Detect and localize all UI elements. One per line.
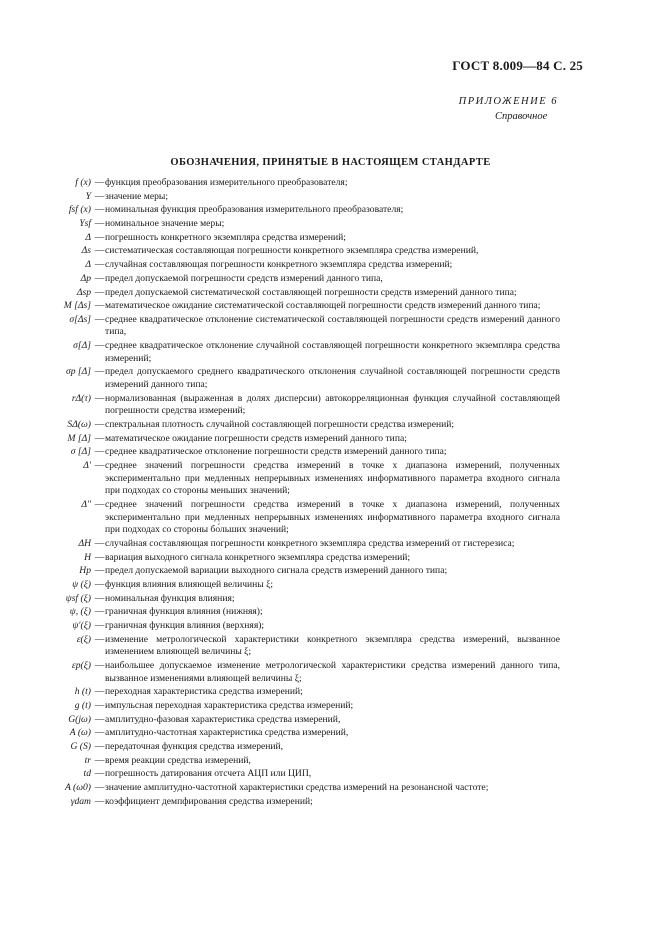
definition-row <box>20 755 560 768</box>
definition-text: среднее квадратическое отклонение погрешности средств измерений данного типа; <box>105 446 447 458</box>
definition-row <box>20 796 560 809</box>
definition-text: изменение метрологической характеристики конкретного экземпляра средства измерений, вызванное изменением влияющей величины ξ; <box>105 633 560 658</box>
definitions-list <box>20 177 560 809</box>
definition-dash: — <box>94 727 105 739</box>
definition-dash: — <box>94 231 105 243</box>
definition-dash: — <box>94 619 105 631</box>
definition-dash: — <box>94 204 105 216</box>
definition-text: коэффициент демпфирования средства измерений; <box>105 795 313 807</box>
definition-symbol: A (ω) <box>69 727 91 739</box>
definition-row <box>20 768 560 781</box>
definition-row <box>20 714 560 727</box>
definition-text: предел допускаемого среднего квадратического отклонения случайной составляющей погрешности средств измерений данного типа; <box>105 366 560 391</box>
definition-dash: — <box>94 300 105 312</box>
definition-symbol: γdam <box>70 795 91 807</box>
definition-dash: — <box>94 177 105 188</box>
definition-symbol: G(jω) <box>68 713 91 725</box>
definition-symbol: Δ″ <box>81 498 91 510</box>
definition-symbol: G (S) <box>70 740 91 752</box>
definition-row <box>20 538 560 551</box>
definition-dash: — <box>94 340 105 352</box>
definition-row <box>20 340 560 365</box>
definition-text: вариация выходного сигнала конкретного экземпляра средства измерений; <box>105 551 411 563</box>
definition-dash: — <box>94 686 105 698</box>
definition-symbol: ΔH <box>78 537 91 549</box>
definition-row <box>20 579 560 592</box>
definition-dash: — <box>94 754 105 766</box>
definition-symbol: td <box>83 768 91 780</box>
definition-text: граничная функция влияния (верхняя); <box>105 619 265 631</box>
definition-text: номинальное значение меры; <box>105 218 225 230</box>
definition-symbol: fsf (x) <box>68 204 91 216</box>
page-header: ГОСТ 8.009—84 С. 25 <box>452 58 583 73</box>
definition-dash: — <box>94 460 105 472</box>
definition-row <box>20 287 560 300</box>
appendix-label: ПРИЛОЖЕНИЕ 6 <box>458 96 558 107</box>
definition-symbol: rΔ(τ) <box>71 392 91 404</box>
definition-row <box>20 686 560 699</box>
definition-dash: — <box>94 537 105 549</box>
definition-text: значение амплитудно-частотной характеристики средства измерений на резонансной частоте; <box>105 782 489 793</box>
definition-symbol: ψsf (ξ) <box>65 592 91 604</box>
definition-dash: — <box>94 419 105 430</box>
definition-text: систематическая составляющая погрешности конкретного экземпляра средства измерений, <box>105 245 479 257</box>
definition-text: среднее значений погрешности средства измерений в точке x диапазона измерений, полученных экспериментально при медленных непрерывных изменениях информативного параметра входного сигнала при подходах со стороны бо́льших значений; <box>105 498 560 536</box>
definition-dash: — <box>94 592 105 604</box>
definition-row <box>20 259 560 272</box>
definition-symbol: Δsp <box>76 286 91 298</box>
definition-dash: — <box>94 565 105 577</box>
definition-dash: — <box>94 446 105 458</box>
definition-dash: — <box>94 272 105 284</box>
definition-row <box>20 273 560 286</box>
definition-row <box>20 218 560 231</box>
definition-symbol: σ[Δs] <box>69 313 91 325</box>
definition-row <box>20 191 560 204</box>
definition-text: время реакции средства измерений, <box>105 754 251 766</box>
definition-text: спектральная плотность случайной составляющей погрешности средства измерений; <box>105 419 455 430</box>
definition-row <box>20 245 560 258</box>
definition-text: амплитудно-фазовая характеристика средства измерений, <box>105 713 341 725</box>
section-title: ОБОЗНАЧЕНИЯ, ПРИНЯТЫЕ В НАСТОЯЩЕМ СТАНДАРТЕ <box>170 157 491 168</box>
definition-dash: — <box>94 740 105 752</box>
definition-text: граничная функция влияния (нижняя); <box>105 606 263 618</box>
definition-row <box>20 565 560 578</box>
definition-dash: — <box>94 498 105 510</box>
definition-symbol: ψ′(ξ) <box>72 619 91 631</box>
definition-dash: — <box>94 768 105 780</box>
definition-dash: — <box>94 366 105 378</box>
definition-text: предел допускаемой систематической составляющей погрешности средств измерений данного типа; <box>105 286 517 298</box>
definition-text: среднее квадратическое отклонение систематической составляющей погрешности средств измерений данного типа, <box>105 313 560 338</box>
definition-row <box>20 634 560 659</box>
definition-symbol: g (t) <box>74 699 91 711</box>
definition-text: математическое ожидание погрешности средств измерений данного типа; <box>105 432 407 444</box>
definition-symbol: Δp <box>80 272 91 284</box>
definition-dash: — <box>94 218 105 230</box>
appendix-kind: Справочное <box>495 111 548 122</box>
definition-row <box>20 300 560 313</box>
definition-symbol: ψ, (ξ) <box>69 606 91 618</box>
definition-text: погрешность датирования отсчета АЦП или ЦИП, <box>105 768 312 780</box>
definition-text: среднее квадратическое отклонение случайной составляющей погрешности конкретного экземпляра средства измерений; <box>105 340 560 364</box>
definition-symbol: Δ′ <box>83 460 91 472</box>
definition-symbol: h (t) <box>74 686 91 698</box>
definition-text: передаточная функция средства измерений, <box>105 740 284 752</box>
definition-row <box>20 700 560 713</box>
definition-row <box>20 660 560 685</box>
definition-text: функция влияния влияющей величины ξ; <box>105 578 274 590</box>
definition-text: номинальная функция преобразования измерительного преобразователя; <box>105 204 404 216</box>
definition-text: погрешность конкретного экземпляра средства измерений; <box>105 231 346 243</box>
definition-text: нормализованная (выраженная в долях дисперсии) автокорреляционная функция случайной составляющей погрешности средства измерений; <box>105 392 560 417</box>
definition-text: случайная составляющая погрешности конкретного экземпляра средства измерений; <box>105 259 453 271</box>
definition-row <box>20 433 560 446</box>
definition-symbol: Y <box>85 190 91 202</box>
definition-symbol: A (ω0) <box>64 782 91 793</box>
definition-row <box>20 727 560 740</box>
definition-symbol: tr <box>84 754 91 766</box>
definition-text: функция преобразования измерительного преобразователя; <box>105 177 348 188</box>
definition-row <box>20 606 560 619</box>
definition-symbol: Δs <box>81 245 91 257</box>
definition-row <box>20 499 560 537</box>
definition-row <box>20 314 560 339</box>
definition-text: среднее значений погрешности средства измерений в точке x диапазона измерений, полученных экспериментально при медленных непрерывных изменениях информативного параметра входного сигнала при подходах со стороны меньших значений; <box>105 460 560 497</box>
definition-symbol: SΔ(ω) <box>67 419 91 430</box>
definition-dash: — <box>94 190 105 202</box>
definition-row <box>20 741 560 754</box>
definition-row <box>20 552 560 565</box>
definition-dash: — <box>94 578 105 590</box>
definition-dash: — <box>94 245 105 257</box>
definition-symbol: M [Δs] <box>63 300 91 312</box>
definition-dash: — <box>94 392 105 404</box>
definition-dash: — <box>94 633 105 645</box>
definition-row <box>20 177 560 190</box>
definition-row <box>20 782 560 795</box>
definition-symbol: Δ <box>85 231 91 243</box>
definition-symbol: Hp <box>79 565 91 577</box>
definition-dash: — <box>94 432 105 444</box>
definition-row <box>20 232 560 245</box>
definition-text: значение меры; <box>105 190 169 202</box>
definition-symbol: ψ (ξ) <box>72 578 91 590</box>
definition-text: случайная составляющая погрешности конкретного экземпляра средства измерений от гистерезиса; <box>105 537 515 549</box>
definition-row <box>20 620 560 633</box>
definition-dash: — <box>94 259 105 271</box>
definition-symbol: ε(ξ) <box>76 633 91 645</box>
definition-dash: — <box>94 713 105 725</box>
definition-symbol: σ[Δ] <box>73 340 91 352</box>
definition-row <box>20 460 560 498</box>
definition-text: импульсная переходная характеристика средства измерений; <box>105 699 354 711</box>
definition-text: переходная характеристика средства измерений; <box>105 686 303 698</box>
definition-text: предел допускаемой погрешности средств измерений данного типа, <box>105 272 383 284</box>
definition-dash: — <box>94 606 105 618</box>
definition-dash: — <box>94 551 105 563</box>
definition-dash: — <box>94 699 105 711</box>
definition-row <box>20 366 560 391</box>
definition-text: предел допускаемой вариации выходного сигнала средств измерений данного типа; <box>105 565 448 577</box>
definition-dash: — <box>94 795 105 807</box>
definition-symbol: Ysf <box>79 218 91 230</box>
definition-text: наибольшее допускаемое изменение метрологической характеристики средства измерений данного типа, вызванное изменениями влияющей величины ξ; <box>105 659 560 684</box>
definition-row <box>20 593 560 606</box>
definition-symbol: f (x) <box>75 177 91 188</box>
definition-row <box>20 446 560 459</box>
definition-symbol: Δ <box>85 259 91 271</box>
definition-text: номинальная функция влияния; <box>105 592 235 604</box>
definition-row <box>20 204 560 217</box>
definition-symbol: M [Δ] <box>67 432 91 444</box>
definition-symbol: σp [Δ] <box>65 366 91 378</box>
definition-row <box>20 393 560 418</box>
definition-dash: — <box>94 313 105 325</box>
definition-text: амплитудно-частотная характеристика средства измерений, <box>105 727 349 739</box>
definition-dash: — <box>94 782 105 793</box>
definition-dash: — <box>94 286 105 298</box>
definition-symbol: εp(ξ) <box>71 659 91 671</box>
definition-row <box>20 419 560 432</box>
definition-symbol: σ [Δ] <box>70 446 91 458</box>
definition-symbol: H <box>84 551 91 563</box>
definition-text: математическое ожидание систематической составляющей погрешности средств измерений данного типа; <box>105 300 541 312</box>
definition-dash: — <box>94 659 105 671</box>
